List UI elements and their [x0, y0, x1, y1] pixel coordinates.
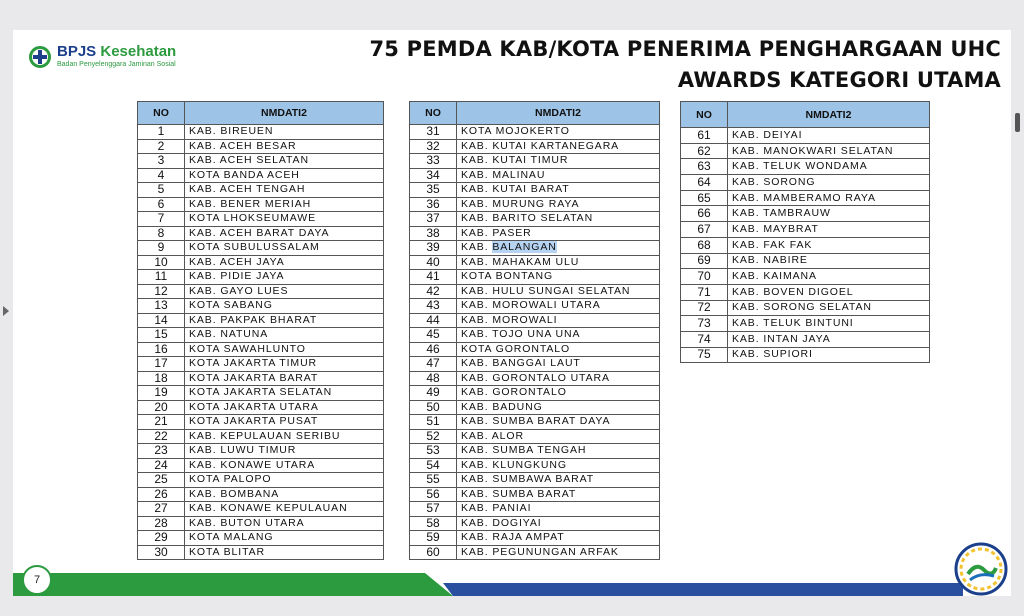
- row-number: 32: [410, 139, 457, 154]
- table-row: [138, 342, 384, 357]
- row-number: 58: [410, 516, 457, 531]
- row-region-name: KAB. SUMBAWA BARAT: [457, 473, 660, 488]
- header-no: NO: [410, 102, 457, 125]
- table-row: [138, 473, 384, 488]
- row-region-name: KAB. TOJO UNA UNA: [457, 328, 660, 343]
- table-row: [410, 154, 660, 169]
- row-region-name: KOTA GORONTALO: [457, 342, 660, 357]
- row-number: 27: [138, 502, 185, 517]
- table-row: [410, 458, 660, 473]
- row-number: 37: [410, 212, 457, 227]
- bpjs-logo: [29, 44, 176, 74]
- row-number: 61: [681, 128, 728, 144]
- table-row: [138, 328, 384, 343]
- row-number: 73: [681, 316, 728, 332]
- table-row: [410, 168, 660, 183]
- row-region-name: KAB. KLUNGKUNG: [457, 458, 660, 473]
- table-row: [681, 143, 930, 159]
- table-row: [138, 357, 384, 372]
- row-number: 20: [138, 400, 185, 415]
- table-row: [681, 269, 930, 285]
- table-row: [138, 502, 384, 517]
- table-row: [410, 502, 660, 517]
- row-number: 51: [410, 415, 457, 430]
- expand-arrow-icon[interactable]: [3, 306, 9, 316]
- row-region-name: KOTA SABANG: [185, 299, 384, 314]
- row-region-name: KOTA JAKARTA TIMUR: [185, 357, 384, 372]
- logo-brand: BPJS Kesehatan: [57, 43, 177, 60]
- table-row: [410, 270, 660, 285]
- row-region-name: KAB. BADUNG: [457, 400, 660, 415]
- row-number: 44: [410, 313, 457, 328]
- row-region-name: KAB. KUTAI BARAT: [457, 183, 660, 198]
- table-row: [681, 159, 930, 175]
- table-row: [138, 371, 384, 386]
- row-region-name: KOTA MALANG: [185, 531, 384, 546]
- row-region-name: KAB. MOROWALI: [457, 313, 660, 328]
- row-number: 70: [681, 269, 728, 285]
- row-number: 17: [138, 357, 185, 372]
- logo-tagline: Badan Penyelenggara Jaminan Sosial: [57, 61, 176, 68]
- row-region-name: KAB. INTAN JAYA: [728, 331, 930, 347]
- row-region-name: KAB. PASER: [457, 226, 660, 241]
- table-row: [681, 331, 930, 347]
- row-region-name: KAB. SORONG: [728, 175, 930, 191]
- table-row: [138, 444, 384, 459]
- footer-green-band: [13, 567, 453, 596]
- row-number: 3: [138, 154, 185, 169]
- row-region-name: KAB. BANGGAI LAUT: [457, 357, 660, 372]
- table-row: [410, 139, 660, 154]
- table-row: [410, 255, 660, 270]
- table-2: [409, 101, 660, 560]
- row-region-name: KOTA JAKARTA PUSAT: [185, 415, 384, 430]
- row-number: 50: [410, 400, 457, 415]
- table-row: [138, 154, 384, 169]
- row-number: 65: [681, 190, 728, 206]
- table-row: [410, 284, 660, 299]
- row-number: 41: [410, 270, 457, 285]
- table-row: [138, 270, 384, 285]
- row-region-name: KAB. BOVEN DIGOEL: [728, 284, 930, 300]
- table-1: [137, 101, 384, 560]
- scrollbar-thumb[interactable]: [1015, 113, 1020, 132]
- row-number: 5: [138, 183, 185, 198]
- table-row: [138, 197, 384, 212]
- row-number: 15: [138, 328, 185, 343]
- row-region-name: KAB. GAYO LUES: [185, 284, 384, 299]
- row-region-name: KAB. MOROWALI UTARA: [457, 299, 660, 314]
- table-row: [410, 386, 660, 401]
- table-row: [138, 212, 384, 227]
- row-region-name: KAB. SUMBA BARAT DAYA: [457, 415, 660, 430]
- header-name: NMDATI2: [728, 102, 930, 128]
- row-region-name: KAB. LUWU TIMUR: [185, 444, 384, 459]
- row-region-name: KOTA JAKARTA BARAT: [185, 371, 384, 386]
- row-region-name: KAB. KONAWE UTARA: [185, 458, 384, 473]
- row-number: 68: [681, 237, 728, 253]
- row-number: 49: [410, 386, 457, 401]
- table-row: [138, 255, 384, 270]
- table-row: [138, 139, 384, 154]
- row-region-name: KAB. ACEH JAYA: [185, 255, 384, 270]
- row-region-name: KOTA BANDA ACEH: [185, 168, 384, 183]
- row-number: 40: [410, 255, 457, 270]
- header-name: NMDATI2: [457, 102, 660, 125]
- table-row: [138, 545, 384, 560]
- row-number: 14: [138, 313, 185, 328]
- page-number: 7: [22, 565, 52, 595]
- row-number: 10: [138, 255, 185, 270]
- row-number: 53: [410, 444, 457, 459]
- row-region-name: KOTA JAKARTA SELATAN: [185, 386, 384, 401]
- row-number: 56: [410, 487, 457, 502]
- row-number: 39: [410, 241, 457, 256]
- row-region-name: KAB. MALINAU: [457, 168, 660, 183]
- table-row: [681, 206, 930, 222]
- table-row: [138, 487, 384, 502]
- table-row: [138, 458, 384, 473]
- table-row: [138, 299, 384, 314]
- table-row: [138, 516, 384, 531]
- table-row: [410, 212, 660, 227]
- row-region-name: KAB. PIDIE JAYA: [185, 270, 384, 285]
- table-row: [410, 299, 660, 314]
- row-number: 26: [138, 487, 185, 502]
- table-row: [410, 313, 660, 328]
- table-row: [138, 313, 384, 328]
- row-region-name: KAB. MAMBERAMO RAYA: [728, 190, 930, 206]
- row-region-name: KAB. GORONTALO UTARA: [457, 371, 660, 386]
- row-region-name: KOTA LHOKSEUMAWE: [185, 212, 384, 227]
- row-region-name: KAB. KONAWE KEPULAUAN: [185, 502, 384, 517]
- table-row: [138, 531, 384, 546]
- row-region-name: KAB. KAIMANA: [728, 269, 930, 285]
- table-row: [410, 531, 660, 546]
- row-number: 19: [138, 386, 185, 401]
- row-number: 63: [681, 159, 728, 175]
- row-number: 42: [410, 284, 457, 299]
- table-row: [681, 237, 930, 253]
- title-line-2: AWARDS KATEGORI UTAMA: [677, 68, 1001, 92]
- footer-blue-band: [443, 583, 963, 596]
- row-number: 21: [138, 415, 185, 430]
- table-row: [410, 357, 660, 372]
- table-row: [410, 226, 660, 241]
- row-region-name: KAB. MANOKWARI SELATAN: [728, 143, 930, 159]
- row-number: 45: [410, 328, 457, 343]
- row-region-name: KAB. TELUK BINTUNI: [728, 316, 930, 332]
- row-region-name: KAB. NABIRE: [728, 253, 930, 269]
- row-number: 64: [681, 175, 728, 191]
- row-number: 52: [410, 429, 457, 444]
- table-row: [681, 175, 930, 191]
- slide: [13, 30, 1011, 596]
- row-region-name: KAB. BUTON UTARA: [185, 516, 384, 531]
- row-region-name: KOTA PALOPO: [185, 473, 384, 488]
- row-number: 60: [410, 545, 457, 560]
- table-row: [138, 386, 384, 401]
- row-region-name: KAB. PAKPAK BHARAT: [185, 313, 384, 328]
- row-region-name: KOTA BLITAR: [185, 545, 384, 560]
- row-number: 22: [138, 429, 185, 444]
- row-region-name: KAB. RAJA AMPAT: [457, 531, 660, 546]
- row-number: 4: [138, 168, 185, 183]
- table-row: [410, 516, 660, 531]
- table-row: [138, 183, 384, 198]
- table-row: [410, 328, 660, 343]
- row-number: 47: [410, 357, 457, 372]
- table-row: [410, 444, 660, 459]
- row-number: 69: [681, 253, 728, 269]
- table-row: [138, 429, 384, 444]
- row-region-name: KAB. KUTAI TIMUR: [457, 154, 660, 169]
- row-region-name: KAB. NATUNA: [185, 328, 384, 343]
- row-number: 48: [410, 371, 457, 386]
- table-row: [681, 300, 930, 316]
- table-row: [138, 415, 384, 430]
- row-number: 23: [138, 444, 185, 459]
- row-region-name: KAB. SUMBA TENGAH: [457, 444, 660, 459]
- row-number: 71: [681, 284, 728, 300]
- row-number: 6: [138, 197, 185, 212]
- table-row: [138, 284, 384, 299]
- row-region-name: KAB. SUMBA BARAT: [457, 487, 660, 502]
- row-number: 62: [681, 143, 728, 159]
- table-row: [410, 183, 660, 198]
- row-region-name: KAB. DEIYAI: [728, 128, 930, 144]
- row-number: 66: [681, 206, 728, 222]
- row-number: 18: [138, 371, 185, 386]
- table-row: [410, 473, 660, 488]
- row-number: 54: [410, 458, 457, 473]
- row-region-name: KAB. DOGIYAI: [457, 516, 660, 531]
- row-region-name: KAB. MAHAKAM ULU: [457, 255, 660, 270]
- row-region-name: KAB. ACEH BESAR: [185, 139, 384, 154]
- row-region-name: KAB. TAMBRAUW: [728, 206, 930, 222]
- row-number: 67: [681, 222, 728, 238]
- row-region-name: KAB. MAYBRAT: [728, 222, 930, 238]
- row-region-name: KOTA BONTANG: [457, 270, 660, 285]
- table-row: [681, 253, 930, 269]
- table-row: [681, 190, 930, 206]
- row-number: 46: [410, 342, 457, 357]
- row-number: 25: [138, 473, 185, 488]
- row-region-name: KOTA SAWAHLUNTO: [185, 342, 384, 357]
- row-number: 8: [138, 226, 185, 241]
- row-number: 43: [410, 299, 457, 314]
- row-number: 12: [138, 284, 185, 299]
- row-number: 34: [410, 168, 457, 183]
- table-row: [138, 226, 384, 241]
- bpjs-logo-icon: [29, 46, 51, 68]
- table-row: [410, 429, 660, 444]
- table-row: [410, 371, 660, 386]
- row-region-name: KAB. KEPULAUAN SERIBU: [185, 429, 384, 444]
- table-row: [681, 347, 930, 363]
- row-region-name: KAB. GORONTALO: [457, 386, 660, 401]
- row-number: 9: [138, 241, 185, 256]
- row-region-name: KAB. SORONG SELATAN: [728, 300, 930, 316]
- header-no: NO: [138, 102, 185, 125]
- row-number: 30: [138, 545, 185, 560]
- table-row: [410, 415, 660, 430]
- row-region-name: KOTA SUBULUSSALAM: [185, 241, 384, 256]
- row-region-name: KAB. ACEH SELATAN: [185, 154, 384, 169]
- table-row: [681, 128, 930, 144]
- row-number: 74: [681, 331, 728, 347]
- row-number: 29: [138, 531, 185, 546]
- row-region-name: KAB. ALOR: [457, 429, 660, 444]
- row-number: 24: [138, 458, 185, 473]
- table-row: [410, 400, 660, 415]
- table-row: [138, 241, 384, 256]
- search-highlight: BALANGAN: [492, 241, 557, 254]
- row-number: 36: [410, 197, 457, 212]
- row-region-name: KAB. HULU SUNGAI SELATAN: [457, 284, 660, 299]
- table-row: [410, 197, 660, 212]
- row-region-name: KAB. SUPIORI: [728, 347, 930, 363]
- row-number: 72: [681, 300, 728, 316]
- row-number: 13: [138, 299, 185, 314]
- row-number: 2: [138, 139, 185, 154]
- row-region-name: KAB. KUTAI KARTANEGARA: [457, 139, 660, 154]
- row-region-name: KAB. BARITO SELATAN: [457, 212, 660, 227]
- row-region-name: KOTA JAKARTA UTARA: [185, 400, 384, 415]
- row-number: 57: [410, 502, 457, 517]
- table-row: [681, 316, 930, 332]
- table-row: [681, 284, 930, 300]
- table-row: [138, 168, 384, 183]
- row-number: 11: [138, 270, 185, 285]
- table-row: [138, 400, 384, 415]
- table-row: [410, 125, 660, 140]
- table-row: [410, 342, 660, 357]
- header-name: NMDATI2: [185, 102, 384, 125]
- row-region-name: KAB. PEGUNUNGAN ARFAK: [457, 545, 660, 560]
- table-row: [138, 125, 384, 140]
- row-region-name: KAB. BALANGAN: [457, 241, 660, 256]
- row-region-name: KAB. TELUK WONDAMA: [728, 159, 930, 175]
- row-number: 75: [681, 347, 728, 363]
- row-number: 28: [138, 516, 185, 531]
- page-title: [369, 34, 1001, 96]
- row-number: 59: [410, 531, 457, 546]
- table-row: [410, 241, 660, 256]
- row-region-name: KAB. FAK FAK: [728, 237, 930, 253]
- table-row: [410, 487, 660, 502]
- row-region-name: KAB. MURUNG RAYA: [457, 197, 660, 212]
- row-number: 7: [138, 212, 185, 227]
- row-number: 33: [410, 154, 457, 169]
- row-region-name: KOTA MOJOKERTO: [457, 125, 660, 140]
- row-number: 1: [138, 125, 185, 140]
- row-region-name: KAB. BOMBANA: [185, 487, 384, 502]
- row-number: 55: [410, 473, 457, 488]
- header-no: NO: [681, 102, 728, 128]
- uhc-badge-icon: [954, 542, 1008, 596]
- row-number: 38: [410, 226, 457, 241]
- row-region-name: KAB. ACEH BARAT DAYA: [185, 226, 384, 241]
- row-number: 16: [138, 342, 185, 357]
- table-row: [681, 222, 930, 238]
- row-number: 31: [410, 125, 457, 140]
- row-region-name: KAB. BIREUEN: [185, 125, 384, 140]
- row-region-name: KAB. BENER MERIAH: [185, 197, 384, 212]
- table-3: [680, 101, 930, 363]
- row-region-name: KAB. ACEH TENGAH: [185, 183, 384, 198]
- row-region-name: KAB. PANIAI: [457, 502, 660, 517]
- row-number: 35: [410, 183, 457, 198]
- table-row: [410, 545, 660, 560]
- title-line-1: 75 PEMDA KAB/KOTA PENERIMA PENGHARGAAN UHC: [369, 37, 1001, 61]
